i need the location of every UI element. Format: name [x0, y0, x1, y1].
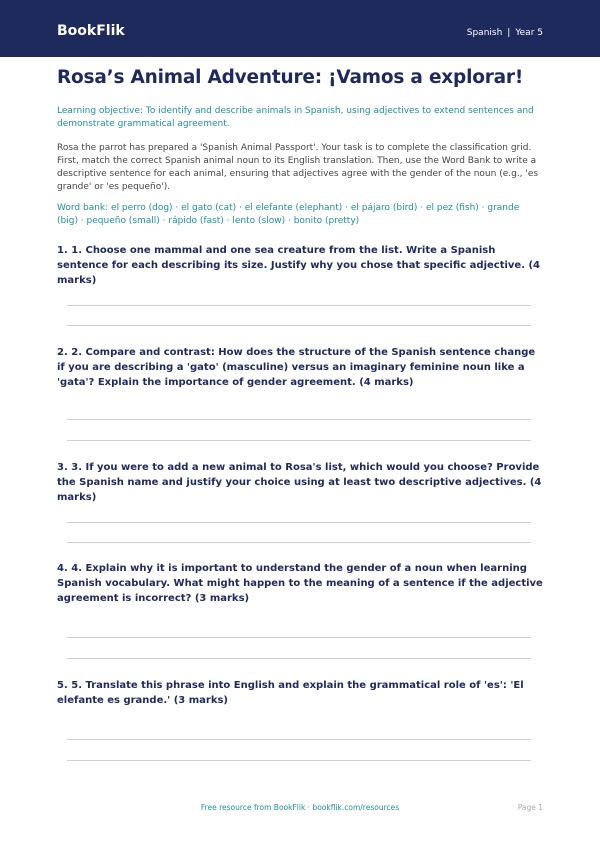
page-header [0, 0, 600, 57]
page-title: Rosa’s Animal Adventure: ¡Vamos a explorar! [57, 67, 524, 88]
year-label: Year 5 [515, 28, 543, 38]
intro-text: Rosa the parrot has prepared a 'Spanish Animal Passport'. Your task is to complete the classification grid. First, match the correct Spanish animal noun to its English translation. Then, use the Word Bank to write a descriptive sentence for each animal, ensuring that adjectives agree with the gender of the noun (e.g., 'es grande' or 'es pequeño'). [57, 143, 539, 192]
answer-line[interactable] [67, 325, 531, 326]
answer-line[interactable] [67, 419, 531, 420]
answer-line[interactable] [67, 542, 531, 543]
meta-separator: | [507, 28, 511, 38]
word-bank: Word bank: el perro (dog) · el gato (cat) · el elefante (elephant) · el pájaro (bird) · el pez (fish) · grande (big) · pequeño (small) · rápido (fast) · lento (slow) · bonito (pretty) [57, 203, 520, 226]
question-5 [57, 678, 543, 708]
answer-line[interactable] [67, 760, 531, 761]
worksheet-content [57, 67, 543, 228]
answer-line[interactable] [67, 522, 531, 523]
header-meta [467, 28, 543, 38]
answer-line[interactable] [67, 658, 531, 659]
question-3 [57, 460, 543, 505]
question-text: 5. 5. Translate this phrase into English and explain the grammatical role of 'es': 'El elefante es grande.' (3 marks) [57, 680, 524, 706]
brand-logo: BookFlik [57, 23, 125, 39]
subject-label: Spanish [466, 28, 503, 38]
answer-line[interactable] [67, 739, 531, 740]
question-text: 4. 4. Explain why it is important to understand the gender of a noun when learning Spanish vocabulary. What might happen to the meaning of a sentence if the adjective agreement is incorrect? (3 marks) [57, 563, 543, 604]
learning-objective: Learning objective: To identify and describe animals in Spanish, using adjectives to extend sentences and demonstrate grammatical agreement. [57, 106, 534, 129]
question-text: 1. 1. Choose one mammal and one sea creature from the list. Write a Spanish sentence for each describing its size. Justify why you chose that specific adjective. (4 marks) [57, 245, 541, 286]
question-1 [57, 243, 543, 288]
answer-line[interactable] [67, 305, 531, 306]
question-4 [57, 561, 543, 606]
question-2 [57, 345, 543, 390]
question-text: 2. 2. Compare and contrast: How does the structure of the Spanish sentence change if you are describing a 'gato' (masculine) versus an imaginary feminine noun like a 'gata'? Explain the importance of gender agreement. (4 marks) [57, 347, 536, 388]
answer-line[interactable] [67, 440, 531, 441]
footer-source: Free resource from BookFlik · bookflik.com/resources [200, 803, 400, 812]
answer-line[interactable] [67, 637, 531, 638]
question-text: 3. 3. If you were to add a new animal to Rosa's list, which would you choose? Provide the Spanish name and justify your choice using at least two descriptive adjectives. (4 marks) [57, 462, 542, 503]
page-number: Page 1 [517, 803, 543, 812]
